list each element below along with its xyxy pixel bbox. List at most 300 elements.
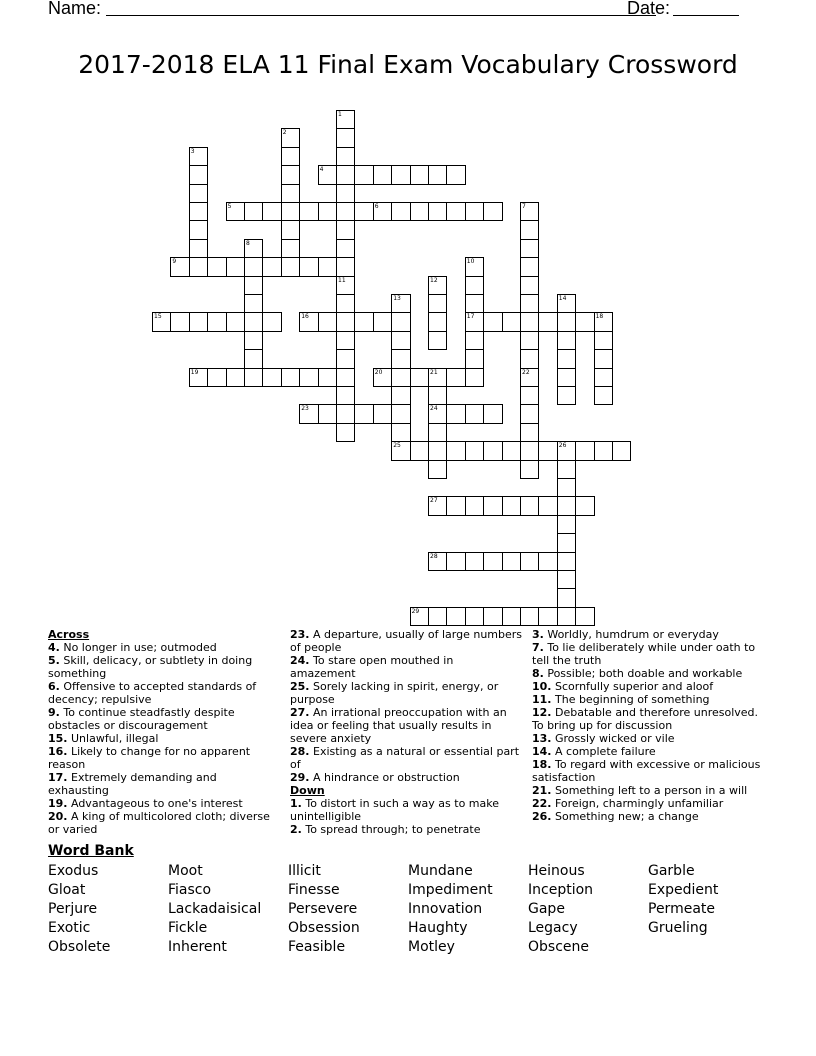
crossword-cell[interactable] bbox=[244, 368, 263, 387]
clue-number-label: 2 bbox=[282, 129, 287, 137]
word-bank-word: Legacy bbox=[528, 920, 578, 936]
clue-number: 26. bbox=[532, 810, 552, 823]
clue-text: To distort in such a way as to make unintelligible bbox=[290, 797, 499, 823]
clue-text: Worldly, humdrum or everyday bbox=[543, 628, 719, 641]
crossword-cell[interactable] bbox=[336, 386, 355, 405]
crossword-cell[interactable] bbox=[520, 423, 539, 442]
crossword-cell[interactable] bbox=[391, 165, 410, 184]
clue-text: No longer in use; outmoded bbox=[59, 641, 217, 654]
crossword-cell[interactable] bbox=[244, 349, 263, 368]
across-clue bbox=[290, 771, 522, 784]
clue-number: 22. bbox=[532, 797, 552, 810]
crossword-cell[interactable] bbox=[575, 496, 594, 515]
crossword-cell[interactable] bbox=[428, 460, 447, 479]
word-bank-word: Obscene bbox=[528, 939, 589, 955]
crossword-cell[interactable] bbox=[520, 239, 539, 258]
crossword-cell[interactable] bbox=[354, 312, 373, 331]
clue-number: 3. bbox=[532, 628, 544, 641]
crossword-cell[interactable] bbox=[244, 257, 263, 276]
down-clue bbox=[532, 758, 768, 784]
crossword-cell[interactable] bbox=[428, 331, 447, 350]
crossword-cell[interactable] bbox=[520, 331, 539, 350]
crossword-cell[interactable] bbox=[336, 165, 355, 184]
name-label: Name: bbox=[48, 0, 102, 18]
clue-text: Scornfully superior and aloof bbox=[551, 680, 714, 693]
crossword-cell[interactable] bbox=[538, 312, 557, 331]
across-clue bbox=[290, 654, 522, 680]
crossword-cell[interactable] bbox=[281, 165, 300, 184]
crossword-cell[interactable] bbox=[520, 257, 539, 276]
crossword-cell[interactable] bbox=[262, 312, 281, 331]
crossword-cell[interactable] bbox=[281, 202, 300, 221]
clue-number: 4. bbox=[48, 641, 60, 654]
crossword-cell[interactable] bbox=[520, 552, 539, 571]
crossword-cell[interactable] bbox=[538, 607, 557, 626]
clue-number-label: 14 bbox=[558, 295, 567, 302]
crossword-cell[interactable] bbox=[354, 404, 373, 423]
crossword-cell[interactable] bbox=[557, 460, 576, 479]
crossword-cell[interactable] bbox=[502, 312, 521, 331]
crossword-cell[interactable] bbox=[446, 496, 465, 515]
crossword-cell[interactable] bbox=[520, 312, 539, 331]
crossword-cell[interactable] bbox=[594, 441, 613, 460]
crossword-cell[interactable] bbox=[336, 368, 355, 387]
crossword-cell[interactable] bbox=[428, 607, 447, 626]
clue-number: 23. bbox=[290, 628, 310, 641]
crossword-cell[interactable] bbox=[244, 294, 263, 313]
crossword-cell[interactable] bbox=[557, 496, 576, 515]
clue-number-label: 28 bbox=[430, 552, 438, 560]
crossword-cell[interactable] bbox=[170, 312, 189, 331]
clues-column-1 bbox=[48, 628, 280, 836]
crossword-cell[interactable] bbox=[189, 312, 208, 331]
across-clue bbox=[48, 797, 280, 810]
crossword-cell[interactable] bbox=[465, 368, 484, 387]
word-bank-word: Garble bbox=[648, 863, 695, 879]
down-clue bbox=[532, 797, 768, 810]
crossword-cell[interactable] bbox=[336, 184, 355, 203]
crossword-cell[interactable] bbox=[465, 607, 484, 626]
crossword-cell[interactable] bbox=[244, 331, 263, 350]
across-heading: Across bbox=[48, 628, 90, 641]
crossword-cell[interactable] bbox=[336, 312, 355, 331]
clue-number-label: 15 bbox=[154, 313, 162, 321]
across-clue bbox=[48, 641, 280, 654]
word-bank-word: Fickle bbox=[168, 920, 208, 936]
crossword-cell[interactable] bbox=[575, 607, 594, 626]
crossword-cell[interactable] bbox=[520, 460, 539, 479]
crossword-cell[interactable] bbox=[354, 202, 373, 221]
crossword-cell[interactable] bbox=[446, 165, 465, 184]
clue-number-label: 12 bbox=[430, 276, 438, 284]
clue-text: Likely to change for no apparent reason bbox=[48, 745, 251, 771]
crossword-cell[interactable] bbox=[281, 184, 300, 203]
clue-number-label: 1 bbox=[338, 111, 342, 118]
clue-number-label: 5 bbox=[227, 203, 232, 210]
crossword-cell[interactable] bbox=[446, 607, 465, 626]
crossword-cell[interactable] bbox=[520, 441, 539, 460]
word-bank-word: Persevere bbox=[288, 901, 358, 917]
crossword-cell[interactable] bbox=[391, 404, 410, 423]
crossword-cell[interactable] bbox=[520, 386, 539, 405]
clue-text: To lie deliberately while under oath to tell the truth bbox=[532, 641, 756, 667]
clue-text: Advantageous to one's interest bbox=[67, 797, 243, 810]
across-clue bbox=[290, 706, 522, 745]
crossword-cell[interactable] bbox=[244, 276, 263, 295]
clue-text: The beginning of something bbox=[551, 693, 710, 706]
clue-text: An irrational preoccupation with an idea or feeling that usually results in severe anxiety bbox=[290, 706, 507, 745]
clue-text: Sorely lacking in spirit, energy, or purpose bbox=[290, 680, 499, 706]
crossword-cell[interactable] bbox=[428, 423, 447, 442]
across-clue bbox=[48, 732, 280, 745]
crossword-cell[interactable] bbox=[465, 404, 484, 423]
clue-number: 18. bbox=[532, 758, 552, 771]
clue-number-label: 19 bbox=[190, 368, 199, 376]
clue-number: 27. bbox=[290, 706, 310, 719]
word-bank-word: Haughty bbox=[408, 920, 468, 936]
crossword-cell[interactable] bbox=[538, 441, 557, 460]
crossword-cell[interactable] bbox=[391, 368, 410, 387]
crossword-cell[interactable] bbox=[557, 533, 576, 552]
clue-number-label: 11 bbox=[338, 276, 346, 284]
crossword-cell[interactable] bbox=[336, 404, 355, 423]
crossword-cell[interactable] bbox=[318, 404, 337, 423]
crossword-cell[interactable] bbox=[557, 552, 576, 571]
clue-number: 1. bbox=[290, 797, 302, 810]
clue-number-label: 29 bbox=[411, 607, 420, 615]
across-clue bbox=[48, 745, 280, 771]
across-clue bbox=[48, 810, 280, 836]
crossword-cell[interactable] bbox=[189, 184, 208, 203]
crossword-cell[interactable] bbox=[391, 423, 410, 442]
word-bank-word: Feasible bbox=[288, 939, 346, 955]
clue-text: To stare open mouthed in amazement bbox=[290, 654, 454, 680]
crossword-cell[interactable] bbox=[483, 607, 502, 626]
clue-number: 5. bbox=[48, 654, 60, 667]
crossword-cell[interactable] bbox=[594, 368, 613, 387]
crossword-cell[interactable] bbox=[207, 312, 226, 331]
word-bank-word: Gape bbox=[528, 901, 565, 917]
clue-text: A departure, usually of large numbers of people bbox=[290, 628, 523, 654]
crossword-cell[interactable] bbox=[336, 331, 355, 350]
clue-text: Something left to a person in a will bbox=[551, 784, 748, 797]
crossword-cell[interactable] bbox=[318, 368, 337, 387]
crossword-cell[interactable] bbox=[336, 423, 355, 442]
crossword-cell[interactable] bbox=[428, 441, 447, 460]
crossword-cell[interactable] bbox=[336, 294, 355, 313]
crossword-cell[interactable] bbox=[410, 368, 429, 387]
crossword-cell[interactable] bbox=[336, 220, 355, 239]
crossword-cell[interactable] bbox=[373, 404, 392, 423]
crossword-cell[interactable] bbox=[262, 368, 281, 387]
clue-number: 10. bbox=[532, 680, 552, 693]
crossword-cell[interactable] bbox=[391, 349, 410, 368]
word-bank-word: Mundane bbox=[408, 863, 473, 879]
crossword-cell[interactable] bbox=[410, 202, 429, 221]
crossword-cell[interactable] bbox=[465, 496, 484, 515]
crossword-cell[interactable] bbox=[207, 257, 226, 276]
crossword-cell[interactable] bbox=[594, 349, 613, 368]
clue-text: Unlawful, illegal bbox=[67, 732, 159, 745]
crossword-cell[interactable] bbox=[281, 239, 300, 258]
clue-text: Existing as a natural or essential part of bbox=[290, 745, 520, 771]
crossword-cell[interactable] bbox=[410, 441, 429, 460]
down-clue bbox=[532, 810, 768, 823]
clue-number: 29. bbox=[290, 771, 310, 784]
crossword-cell[interactable] bbox=[557, 607, 576, 626]
crossword-cell[interactable] bbox=[336, 128, 355, 147]
clue-number-label: 7 bbox=[522, 203, 526, 210]
crossword-cell[interactable] bbox=[483, 441, 502, 460]
crossword-cell[interactable] bbox=[557, 368, 576, 387]
down-clue bbox=[290, 797, 522, 823]
clue-number-label: 20 bbox=[374, 368, 383, 376]
crossword-cell[interactable] bbox=[538, 496, 557, 515]
clue-number: 20. bbox=[48, 810, 68, 823]
clue-text: Something new; a change bbox=[551, 810, 699, 823]
clue-text: Debatable and therefore unresolved. To bring up for discussion bbox=[532, 706, 759, 732]
crossword-cell[interactable] bbox=[594, 386, 613, 405]
word-bank-word: Perjure bbox=[48, 901, 98, 917]
page-title: 2017-2018 ELA 11 Final Exam Vocabulary Crossword bbox=[78, 50, 738, 79]
across-clue bbox=[290, 680, 522, 706]
clue-number-label: 3 bbox=[190, 147, 195, 155]
crossword-cell[interactable] bbox=[428, 202, 447, 221]
crossword-cell[interactable] bbox=[557, 386, 576, 405]
crossword-cell[interactable] bbox=[428, 294, 447, 313]
crossword-cell[interactable] bbox=[299, 257, 318, 276]
clue-text: Extremely demanding and exhausting bbox=[48, 771, 217, 797]
word-bank-title: Word Bank bbox=[48, 843, 134, 859]
down-heading: Down bbox=[290, 784, 325, 797]
crossword-cell[interactable] bbox=[557, 349, 576, 368]
word-bank-word: Illicit bbox=[288, 863, 321, 879]
across-clue bbox=[290, 628, 522, 654]
clue-number-label: 17 bbox=[466, 313, 475, 321]
crossword-cell[interactable] bbox=[520, 349, 539, 368]
clue-number: 28. bbox=[290, 745, 310, 758]
crossword-cell[interactable] bbox=[446, 404, 465, 423]
clue-number-label: 26 bbox=[558, 442, 567, 450]
word-bank-word: Innovation bbox=[408, 901, 483, 917]
clue-number-label: 10 bbox=[466, 258, 475, 266]
crossword-cell[interactable] bbox=[520, 404, 539, 423]
crossword-cell[interactable] bbox=[428, 312, 447, 331]
clue-number-label: 8 bbox=[246, 239, 250, 247]
crossword-cell[interactable] bbox=[465, 552, 484, 571]
crossword-cell[interactable] bbox=[281, 147, 300, 166]
down-clue bbox=[532, 732, 768, 745]
crossword-cell[interactable] bbox=[557, 515, 576, 534]
crossword-cell[interactable] bbox=[612, 441, 631, 460]
crossword-cell[interactable] bbox=[465, 202, 484, 221]
crossword-cell[interactable] bbox=[354, 165, 373, 184]
crossword-cell[interactable] bbox=[318, 202, 337, 221]
clue-number: 21. bbox=[532, 784, 552, 797]
crossword-cell[interactable] bbox=[465, 441, 484, 460]
down-clue bbox=[532, 641, 768, 667]
crossword-cell[interactable] bbox=[244, 312, 263, 331]
crossword-cell[interactable] bbox=[502, 552, 521, 571]
clue-text: A complete failure bbox=[551, 745, 656, 758]
crossword-cell[interactable] bbox=[391, 202, 410, 221]
crossword-cell[interactable] bbox=[189, 165, 208, 184]
word-bank-word: Expedient bbox=[648, 882, 719, 898]
crossword-cell[interactable] bbox=[557, 312, 576, 331]
crossword-cell[interactable] bbox=[520, 294, 539, 313]
clue-number: 7. bbox=[532, 641, 544, 654]
crossword-cell[interactable] bbox=[410, 165, 429, 184]
clue-text: Offensive to accepted standards of decency; repulsive bbox=[48, 680, 257, 706]
clue-text: To continue steadfastly despite obstacles or discouragement bbox=[48, 706, 235, 732]
crossword-cell[interactable] bbox=[465, 349, 484, 368]
across-clue bbox=[48, 680, 280, 706]
crossword-cell[interactable] bbox=[520, 276, 539, 295]
clue-number-label: 4 bbox=[319, 166, 324, 174]
word-bank-word: Obsolete bbox=[48, 939, 111, 955]
crossword-cell[interactable] bbox=[428, 386, 447, 405]
crossword-cell[interactable] bbox=[281, 368, 300, 387]
crossword-cell[interactable] bbox=[336, 239, 355, 258]
down-clue bbox=[532, 745, 768, 758]
clue-number: 25. bbox=[290, 680, 310, 693]
crossword-cell[interactable] bbox=[428, 165, 447, 184]
crossword-cell[interactable] bbox=[557, 478, 576, 497]
across-clue bbox=[48, 654, 280, 680]
clue-number: 8. bbox=[532, 667, 544, 680]
crossword-cell[interactable] bbox=[299, 202, 318, 221]
word-bank-word: Fiasco bbox=[168, 882, 212, 898]
crossword-cell[interactable] bbox=[502, 496, 521, 515]
crossword-cell[interactable] bbox=[520, 496, 539, 515]
crossword-cell[interactable] bbox=[318, 312, 337, 331]
word-bank-word: Permeate bbox=[648, 901, 715, 917]
crossword-cell[interactable] bbox=[262, 257, 281, 276]
crossword-cell[interactable] bbox=[575, 312, 594, 331]
crossword-cell[interactable] bbox=[391, 312, 410, 331]
clue-text: A hindrance or obstruction bbox=[309, 771, 460, 784]
clue-number-label: 16 bbox=[301, 313, 309, 321]
crossword-cell[interactable] bbox=[207, 368, 226, 387]
crossword-cell[interactable] bbox=[557, 570, 576, 589]
clue-text: Grossly wicked or vile bbox=[551, 732, 675, 745]
clue-number-label: 24 bbox=[430, 405, 438, 413]
clue-text: Foreign, charmingly unfamiliar bbox=[551, 797, 724, 810]
down-clue bbox=[532, 706, 768, 732]
crossword-cell[interactable] bbox=[502, 441, 521, 460]
down-clue bbox=[290, 823, 522, 836]
clue-number: 14. bbox=[532, 745, 552, 758]
clue-number-label: 23 bbox=[301, 405, 309, 413]
crossword-cell[interactable] bbox=[189, 257, 208, 276]
word-bank-word: Exotic bbox=[48, 920, 91, 936]
crossword-cell[interactable] bbox=[189, 202, 208, 221]
clue-number-label: 25 bbox=[393, 442, 401, 450]
word-bank-word: Grueling bbox=[648, 920, 708, 936]
date-label: Date: bbox=[627, 0, 671, 18]
crossword-cell[interactable] bbox=[299, 368, 318, 387]
crossword-cell[interactable] bbox=[538, 552, 557, 571]
crossword-cell[interactable] bbox=[483, 552, 502, 571]
crossword-cell[interactable] bbox=[483, 404, 502, 423]
crossword-cell[interactable] bbox=[189, 220, 208, 239]
crossword-cell[interactable] bbox=[244, 202, 263, 221]
clue-text: Possible; both doable and workable bbox=[543, 667, 743, 680]
crossword-cell[interactable] bbox=[336, 349, 355, 368]
clue-number: 19. bbox=[48, 797, 68, 810]
crossword-cell[interactable] bbox=[557, 331, 576, 350]
crossword-cell[interactable] bbox=[502, 607, 521, 626]
crossword-cell[interactable] bbox=[281, 220, 300, 239]
word-bank-word: Exodus bbox=[48, 863, 99, 879]
crossword-cell[interactable] bbox=[391, 331, 410, 350]
crossword-cell[interactable] bbox=[226, 368, 245, 387]
crossword-cell[interactable] bbox=[465, 331, 484, 350]
crossword-cell[interactable] bbox=[483, 312, 502, 331]
clue-number-label: 6 bbox=[374, 203, 379, 210]
across-clue bbox=[48, 771, 280, 797]
crossword-cell[interactable] bbox=[336, 202, 355, 221]
crossword-cell[interactable] bbox=[373, 312, 392, 331]
clue-number: 6. bbox=[48, 680, 60, 693]
crossword-cell[interactable] bbox=[520, 607, 539, 626]
word-bank-word: Lackadaisical bbox=[168, 901, 262, 917]
crossword-cell[interactable] bbox=[336, 257, 355, 276]
clue-text: A king of multicolored cloth; diverse or varied bbox=[48, 810, 270, 836]
crossword-cell[interactable] bbox=[336, 147, 355, 166]
crossword-cell[interactable] bbox=[483, 202, 502, 221]
crossword-cell[interactable] bbox=[557, 588, 576, 607]
crossword-cell[interactable] bbox=[483, 496, 502, 515]
crossword-cell[interactable] bbox=[446, 368, 465, 387]
crossword-cell[interactable] bbox=[575, 441, 594, 460]
crossword-cell[interactable] bbox=[391, 386, 410, 405]
clue-text: To spread through; to penetrate bbox=[301, 823, 481, 836]
clue-number: 9. bbox=[48, 706, 60, 719]
crossword-cell[interactable] bbox=[465, 276, 484, 295]
down-clue bbox=[532, 628, 768, 641]
crossword-cell[interactable] bbox=[594, 331, 613, 350]
clue-number: 17. bbox=[48, 771, 68, 784]
crossword-cell[interactable] bbox=[226, 312, 245, 331]
crossword-cell[interactable] bbox=[446, 552, 465, 571]
crossword-cell[interactable] bbox=[318, 257, 337, 276]
across-clue bbox=[48, 706, 280, 732]
crossword-cell[interactable] bbox=[446, 202, 465, 221]
crossword-cell[interactable] bbox=[281, 257, 300, 276]
crossword-cell[interactable] bbox=[446, 441, 465, 460]
across-clue bbox=[290, 745, 522, 771]
word-bank-word: Motley bbox=[408, 939, 455, 955]
crossword-cell[interactable] bbox=[189, 239, 208, 258]
clue-text: To regard with excessive or malicious satisfaction bbox=[532, 758, 761, 784]
clue-number: 2. bbox=[290, 823, 302, 836]
word-bank-word: Finesse bbox=[288, 882, 340, 898]
clues-column-3 bbox=[532, 628, 768, 823]
word-bank-word: Moot bbox=[168, 863, 203, 879]
down-clue bbox=[532, 784, 768, 797]
word-bank-word: Inception bbox=[528, 882, 594, 898]
clue-number: 24. bbox=[290, 654, 310, 667]
crossword-cell[interactable] bbox=[262, 202, 281, 221]
crossword-cell[interactable] bbox=[465, 294, 484, 313]
word-bank-word: Obsession bbox=[288, 920, 360, 936]
clue-number-label: 9 bbox=[172, 258, 177, 266]
crossword-cell[interactable] bbox=[520, 220, 539, 239]
crossword-cell[interactable] bbox=[373, 165, 392, 184]
crossword-cell[interactable] bbox=[226, 257, 245, 276]
down-clue bbox=[532, 693, 768, 706]
